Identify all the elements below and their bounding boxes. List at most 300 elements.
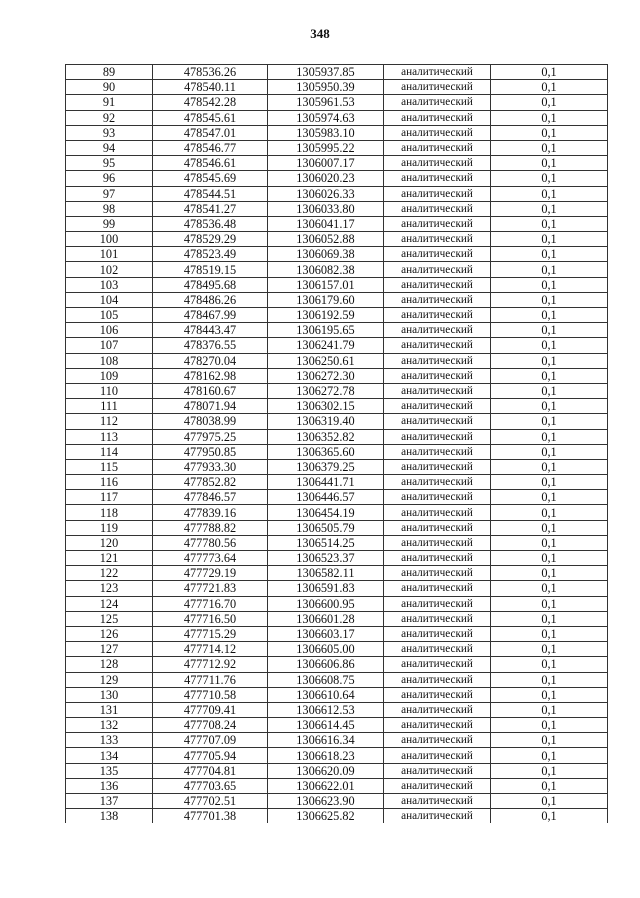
table-row — [66, 277, 608, 292]
y-coordinate-cell: 1306514.25 — [268, 535, 384, 550]
point-number-cell: 117 — [66, 490, 153, 505]
method-cell: аналитический — [384, 794, 491, 809]
x-coordinate-cell: 477709.41 — [153, 702, 268, 717]
y-coordinate-cell: 1306241.79 — [268, 338, 384, 353]
method-cell: аналитический — [384, 490, 491, 505]
method-cell: аналитический — [384, 672, 491, 687]
table-row — [66, 763, 608, 778]
accuracy-cell: 0,1 — [491, 95, 608, 110]
y-coordinate-cell: 1306608.75 — [268, 672, 384, 687]
table-row — [66, 520, 608, 535]
y-coordinate-cell: 1306505.79 — [268, 520, 384, 535]
table-row — [66, 353, 608, 368]
accuracy-cell: 0,1 — [491, 65, 608, 80]
point-number-cell: 138 — [66, 809, 153, 824]
x-coordinate-cell: 477705.94 — [153, 748, 268, 763]
point-number-cell: 116 — [66, 475, 153, 490]
method-cell: аналитический — [384, 778, 491, 793]
y-coordinate-cell: 1306600.95 — [268, 596, 384, 611]
x-coordinate-cell: 477714.12 — [153, 642, 268, 657]
point-number-cell: 98 — [66, 201, 153, 216]
y-coordinate-cell: 1306612.53 — [268, 702, 384, 717]
table-row — [66, 383, 608, 398]
accuracy-cell: 0,1 — [491, 520, 608, 535]
x-coordinate-cell: 477707.09 — [153, 733, 268, 748]
accuracy-cell: 0,1 — [491, 353, 608, 368]
table-row — [66, 809, 608, 824]
accuracy-cell: 0,1 — [491, 566, 608, 581]
accuracy-cell: 0,1 — [491, 277, 608, 292]
y-coordinate-cell: 1306625.82 — [268, 809, 384, 824]
x-coordinate-cell: 478495.68 — [153, 277, 268, 292]
accuracy-cell: 0,1 — [491, 581, 608, 596]
accuracy-cell: 0,1 — [491, 308, 608, 323]
method-cell: аналитический — [384, 277, 491, 292]
accuracy-cell: 0,1 — [491, 505, 608, 520]
y-coordinate-cell: 1306041.17 — [268, 216, 384, 231]
y-coordinate-cell: 1306622.01 — [268, 778, 384, 793]
table-row — [66, 687, 608, 702]
method-cell: аналитический — [384, 414, 491, 429]
point-number-cell: 137 — [66, 794, 153, 809]
method-cell: аналитический — [384, 262, 491, 277]
accuracy-cell: 0,1 — [491, 444, 608, 459]
x-coordinate-cell: 477950.85 — [153, 444, 268, 459]
point-number-cell: 93 — [66, 125, 153, 140]
x-coordinate-cell: 478376.55 — [153, 338, 268, 353]
method-cell: аналитический — [384, 80, 491, 95]
point-number-cell: 99 — [66, 216, 153, 231]
accuracy-cell: 0,1 — [491, 80, 608, 95]
method-cell: аналитический — [384, 353, 491, 368]
method-cell: аналитический — [384, 596, 491, 611]
x-coordinate-cell: 478546.61 — [153, 156, 268, 171]
table-body — [66, 65, 608, 824]
table-row — [66, 216, 608, 231]
accuracy-cell: 0,1 — [491, 748, 608, 763]
accuracy-cell: 0,1 — [491, 490, 608, 505]
x-coordinate-cell: 477852.82 — [153, 475, 268, 490]
x-coordinate-cell: 478519.15 — [153, 262, 268, 277]
point-number-cell: 120 — [66, 535, 153, 550]
y-coordinate-cell: 1306069.38 — [268, 247, 384, 262]
y-coordinate-cell: 1306352.82 — [268, 429, 384, 444]
x-coordinate-cell: 478541.27 — [153, 201, 268, 216]
table-row — [66, 733, 608, 748]
point-number-cell: 119 — [66, 520, 153, 535]
y-coordinate-cell: 1306454.19 — [268, 505, 384, 520]
x-coordinate-cell: 477716.50 — [153, 611, 268, 626]
accuracy-cell: 0,1 — [491, 596, 608, 611]
accuracy-cell: 0,1 — [491, 763, 608, 778]
table-row — [66, 718, 608, 733]
x-coordinate-cell: 477846.57 — [153, 490, 268, 505]
x-coordinate-cell: 478038.99 — [153, 414, 268, 429]
table-row — [66, 65, 608, 80]
x-coordinate-cell: 477703.65 — [153, 778, 268, 793]
accuracy-cell: 0,1 — [491, 687, 608, 702]
accuracy-cell: 0,1 — [491, 110, 608, 125]
x-coordinate-cell: 477711.76 — [153, 672, 268, 687]
x-coordinate-cell: 478540.11 — [153, 80, 268, 95]
method-cell: аналитический — [384, 763, 491, 778]
method-cell: аналитический — [384, 368, 491, 383]
y-coordinate-cell: 1306192.59 — [268, 308, 384, 323]
x-coordinate-cell: 478536.48 — [153, 216, 268, 231]
point-number-cell: 105 — [66, 308, 153, 323]
y-coordinate-cell: 1306052.88 — [268, 232, 384, 247]
method-cell: аналитический — [384, 232, 491, 247]
table-row — [66, 338, 608, 353]
point-number-cell: 123 — [66, 581, 153, 596]
accuracy-cell: 0,1 — [491, 429, 608, 444]
x-coordinate-cell: 477712.92 — [153, 657, 268, 672]
point-number-cell: 96 — [66, 171, 153, 186]
method-cell: аналитический — [384, 65, 491, 80]
point-number-cell: 94 — [66, 140, 153, 155]
point-number-cell: 89 — [66, 65, 153, 80]
method-cell: аналитический — [384, 399, 491, 414]
accuracy-cell: 0,1 — [491, 292, 608, 307]
x-coordinate-cell: 478546.77 — [153, 140, 268, 155]
method-cell: аналитический — [384, 323, 491, 338]
method-cell: аналитический — [384, 110, 491, 125]
accuracy-cell: 0,1 — [491, 672, 608, 687]
method-cell: аналитический — [384, 444, 491, 459]
method-cell: аналитический — [384, 475, 491, 490]
accuracy-cell: 0,1 — [491, 794, 608, 809]
y-coordinate-cell: 1306620.09 — [268, 763, 384, 778]
x-coordinate-cell: 478162.98 — [153, 368, 268, 383]
method-cell: аналитический — [384, 535, 491, 550]
y-coordinate-cell: 1306157.01 — [268, 277, 384, 292]
table-row — [66, 657, 608, 672]
y-coordinate-cell: 1305995.22 — [268, 140, 384, 155]
page-number: 348 — [310, 26, 330, 41]
y-coordinate-cell: 1305950.39 — [268, 80, 384, 95]
y-coordinate-cell: 1305974.63 — [268, 110, 384, 125]
table-row — [66, 186, 608, 201]
point-number-cell: 115 — [66, 459, 153, 474]
method-cell: аналитический — [384, 292, 491, 307]
x-coordinate-cell: 478160.67 — [153, 383, 268, 398]
accuracy-cell: 0,1 — [491, 733, 608, 748]
table-row — [66, 748, 608, 763]
x-coordinate-cell: 478545.69 — [153, 171, 268, 186]
method-cell: аналитический — [384, 429, 491, 444]
y-coordinate-cell: 1306365.60 — [268, 444, 384, 459]
accuracy-cell: 0,1 — [491, 262, 608, 277]
table-row — [66, 156, 608, 171]
point-number-cell: 104 — [66, 292, 153, 307]
accuracy-cell: 0,1 — [491, 201, 608, 216]
point-number-cell: 129 — [66, 672, 153, 687]
x-coordinate-cell: 477780.56 — [153, 535, 268, 550]
accuracy-cell: 0,1 — [491, 611, 608, 626]
x-coordinate-cell: 478071.94 — [153, 399, 268, 414]
point-number-cell: 106 — [66, 323, 153, 338]
method-cell: аналитический — [384, 520, 491, 535]
accuracy-cell: 0,1 — [491, 338, 608, 353]
point-number-cell: 108 — [66, 353, 153, 368]
point-number-cell: 110 — [66, 383, 153, 398]
method-cell: аналитический — [384, 156, 491, 171]
method-cell: аналитический — [384, 140, 491, 155]
y-coordinate-cell: 1306606.86 — [268, 657, 384, 672]
table-row — [66, 308, 608, 323]
table-row — [66, 429, 608, 444]
x-coordinate-cell: 477773.64 — [153, 551, 268, 566]
method-cell: аналитический — [384, 687, 491, 702]
y-coordinate-cell: 1306582.11 — [268, 566, 384, 581]
table-row — [66, 399, 608, 414]
x-coordinate-cell: 477721.83 — [153, 581, 268, 596]
point-number-cell: 131 — [66, 702, 153, 717]
y-coordinate-cell: 1306441.71 — [268, 475, 384, 490]
y-coordinate-cell: 1306272.30 — [268, 368, 384, 383]
method-cell: аналитический — [384, 702, 491, 717]
y-coordinate-cell: 1306319.40 — [268, 414, 384, 429]
accuracy-cell: 0,1 — [491, 642, 608, 657]
table-row — [66, 611, 608, 626]
y-coordinate-cell: 1306179.60 — [268, 292, 384, 307]
point-number-cell: 130 — [66, 687, 153, 702]
table-row — [66, 581, 608, 596]
x-coordinate-cell: 477933.30 — [153, 459, 268, 474]
point-number-cell: 95 — [66, 156, 153, 171]
accuracy-cell: 0,1 — [491, 551, 608, 566]
table-row — [66, 140, 608, 155]
accuracy-cell: 0,1 — [491, 368, 608, 383]
point-number-cell: 133 — [66, 733, 153, 748]
accuracy-cell: 0,1 — [491, 186, 608, 201]
accuracy-cell: 0,1 — [491, 626, 608, 641]
point-number-cell: 128 — [66, 657, 153, 672]
x-coordinate-cell: 478486.26 — [153, 292, 268, 307]
table-row — [66, 247, 608, 262]
x-coordinate-cell: 477729.19 — [153, 566, 268, 581]
table-row — [66, 642, 608, 657]
table-row — [66, 459, 608, 474]
x-coordinate-cell: 477701.38 — [153, 809, 268, 824]
table-row — [66, 505, 608, 520]
method-cell: аналитический — [384, 551, 491, 566]
table-row — [66, 80, 608, 95]
point-number-cell: 122 — [66, 566, 153, 581]
table-row — [66, 414, 608, 429]
y-coordinate-cell: 1306618.23 — [268, 748, 384, 763]
y-coordinate-cell: 1306623.90 — [268, 794, 384, 809]
y-coordinate-cell: 1306302.15 — [268, 399, 384, 414]
y-coordinate-cell: 1306523.37 — [268, 551, 384, 566]
table-row — [66, 778, 608, 793]
method-cell: аналитический — [384, 657, 491, 672]
method-cell: аналитический — [384, 505, 491, 520]
x-coordinate-cell: 478542.28 — [153, 95, 268, 110]
table-row — [66, 672, 608, 687]
y-coordinate-cell: 1305983.10 — [268, 125, 384, 140]
y-coordinate-cell: 1306379.25 — [268, 459, 384, 474]
point-number-cell: 109 — [66, 368, 153, 383]
accuracy-cell: 0,1 — [491, 475, 608, 490]
method-cell: аналитический — [384, 171, 491, 186]
point-number-cell: 127 — [66, 642, 153, 657]
y-coordinate-cell: 1306033.80 — [268, 201, 384, 216]
x-coordinate-cell: 478467.99 — [153, 308, 268, 323]
method-cell: аналитический — [384, 338, 491, 353]
point-number-cell: 134 — [66, 748, 153, 763]
x-coordinate-cell: 477704.81 — [153, 763, 268, 778]
method-cell: аналитический — [384, 95, 491, 110]
x-coordinate-cell: 478529.29 — [153, 232, 268, 247]
accuracy-cell: 0,1 — [491, 535, 608, 550]
y-coordinate-cell: 1306195.65 — [268, 323, 384, 338]
point-number-cell: 102 — [66, 262, 153, 277]
y-coordinate-cell: 1306610.64 — [268, 687, 384, 702]
point-number-cell: 135 — [66, 763, 153, 778]
accuracy-cell: 0,1 — [491, 216, 608, 231]
x-coordinate-cell: 478547.01 — [153, 125, 268, 140]
accuracy-cell: 0,1 — [491, 778, 608, 793]
y-coordinate-cell: 1305937.85 — [268, 65, 384, 80]
table-row — [66, 535, 608, 550]
x-coordinate-cell: 477839.16 — [153, 505, 268, 520]
table-row — [66, 232, 608, 247]
accuracy-cell: 0,1 — [491, 718, 608, 733]
method-cell: аналитический — [384, 642, 491, 657]
table-row — [66, 292, 608, 307]
accuracy-cell: 0,1 — [491, 171, 608, 186]
x-coordinate-cell: 477975.25 — [153, 429, 268, 444]
table-row — [66, 444, 608, 459]
point-number-cell: 111 — [66, 399, 153, 414]
x-coordinate-cell: 477788.82 — [153, 520, 268, 535]
y-coordinate-cell: 1306026.33 — [268, 186, 384, 201]
method-cell: аналитический — [384, 383, 491, 398]
y-coordinate-cell: 1306605.00 — [268, 642, 384, 657]
y-coordinate-cell: 1306591.83 — [268, 581, 384, 596]
coordinates-table — [65, 64, 608, 823]
point-number-cell: 132 — [66, 718, 153, 733]
table-row — [66, 626, 608, 641]
accuracy-cell: 0,1 — [491, 414, 608, 429]
table-row — [66, 551, 608, 566]
table-row — [66, 201, 608, 216]
accuracy-cell: 0,1 — [491, 323, 608, 338]
y-coordinate-cell: 1305961.53 — [268, 95, 384, 110]
table-row — [66, 125, 608, 140]
accuracy-cell: 0,1 — [491, 657, 608, 672]
point-number-cell: 107 — [66, 338, 153, 353]
table-row — [66, 95, 608, 110]
y-coordinate-cell: 1306616.34 — [268, 733, 384, 748]
accuracy-cell: 0,1 — [491, 459, 608, 474]
method-cell: аналитический — [384, 247, 491, 262]
accuracy-cell: 0,1 — [491, 156, 608, 171]
x-coordinate-cell: 477702.51 — [153, 794, 268, 809]
y-coordinate-cell: 1306614.45 — [268, 718, 384, 733]
accuracy-cell: 0,1 — [491, 125, 608, 140]
point-number-cell: 118 — [66, 505, 153, 520]
y-coordinate-cell: 1306082.38 — [268, 262, 384, 277]
table-row — [66, 368, 608, 383]
table-row — [66, 702, 608, 717]
method-cell: аналитический — [384, 459, 491, 474]
point-number-cell: 100 — [66, 232, 153, 247]
y-coordinate-cell: 1306020.23 — [268, 171, 384, 186]
x-coordinate-cell: 478523.49 — [153, 247, 268, 262]
x-coordinate-cell: 477708.24 — [153, 718, 268, 733]
table-row — [66, 171, 608, 186]
method-cell: аналитический — [384, 718, 491, 733]
point-number-cell: 136 — [66, 778, 153, 793]
x-coordinate-cell: 478545.61 — [153, 110, 268, 125]
table-row — [66, 490, 608, 505]
x-coordinate-cell: 477715.29 — [153, 626, 268, 641]
method-cell: аналитический — [384, 809, 491, 824]
point-number-cell: 101 — [66, 247, 153, 262]
accuracy-cell: 0,1 — [491, 383, 608, 398]
y-coordinate-cell: 1306007.17 — [268, 156, 384, 171]
point-number-cell: 126 — [66, 626, 153, 641]
point-number-cell: 121 — [66, 551, 153, 566]
table-row — [66, 566, 608, 581]
method-cell: аналитический — [384, 626, 491, 641]
x-coordinate-cell: 478270.04 — [153, 353, 268, 368]
method-cell: аналитический — [384, 186, 491, 201]
method-cell: аналитический — [384, 125, 491, 140]
y-coordinate-cell: 1306250.61 — [268, 353, 384, 368]
table-row — [66, 475, 608, 490]
x-coordinate-cell: 477710.58 — [153, 687, 268, 702]
accuracy-cell: 0,1 — [491, 809, 608, 824]
point-number-cell: 124 — [66, 596, 153, 611]
point-number-cell: 97 — [66, 186, 153, 201]
table-row — [66, 323, 608, 338]
accuracy-cell: 0,1 — [491, 140, 608, 155]
table-row — [66, 596, 608, 611]
x-coordinate-cell: 478443.47 — [153, 323, 268, 338]
method-cell: аналитический — [384, 733, 491, 748]
x-coordinate-cell: 478536.26 — [153, 65, 268, 80]
accuracy-cell: 0,1 — [491, 702, 608, 717]
x-coordinate-cell: 478544.51 — [153, 186, 268, 201]
point-number-cell: 91 — [66, 95, 153, 110]
method-cell: аналитический — [384, 581, 491, 596]
accuracy-cell: 0,1 — [491, 399, 608, 414]
y-coordinate-cell: 1306272.78 — [268, 383, 384, 398]
accuracy-cell: 0,1 — [491, 247, 608, 262]
point-number-cell: 125 — [66, 611, 153, 626]
point-number-cell: 92 — [66, 110, 153, 125]
method-cell: аналитический — [384, 611, 491, 626]
y-coordinate-cell: 1306601.28 — [268, 611, 384, 626]
table-row — [66, 262, 608, 277]
point-number-cell: 112 — [66, 414, 153, 429]
point-number-cell: 113 — [66, 429, 153, 444]
y-coordinate-cell: 1306603.17 — [268, 626, 384, 641]
method-cell: аналитический — [384, 566, 491, 581]
point-number-cell: 90 — [66, 80, 153, 95]
accuracy-cell: 0,1 — [491, 232, 608, 247]
method-cell: аналитический — [384, 748, 491, 763]
method-cell: аналитический — [384, 308, 491, 323]
y-coordinate-cell: 1306446.57 — [268, 490, 384, 505]
point-number-cell: 114 — [66, 444, 153, 459]
method-cell: аналитический — [384, 216, 491, 231]
point-number-cell: 103 — [66, 277, 153, 292]
method-cell: аналитический — [384, 201, 491, 216]
